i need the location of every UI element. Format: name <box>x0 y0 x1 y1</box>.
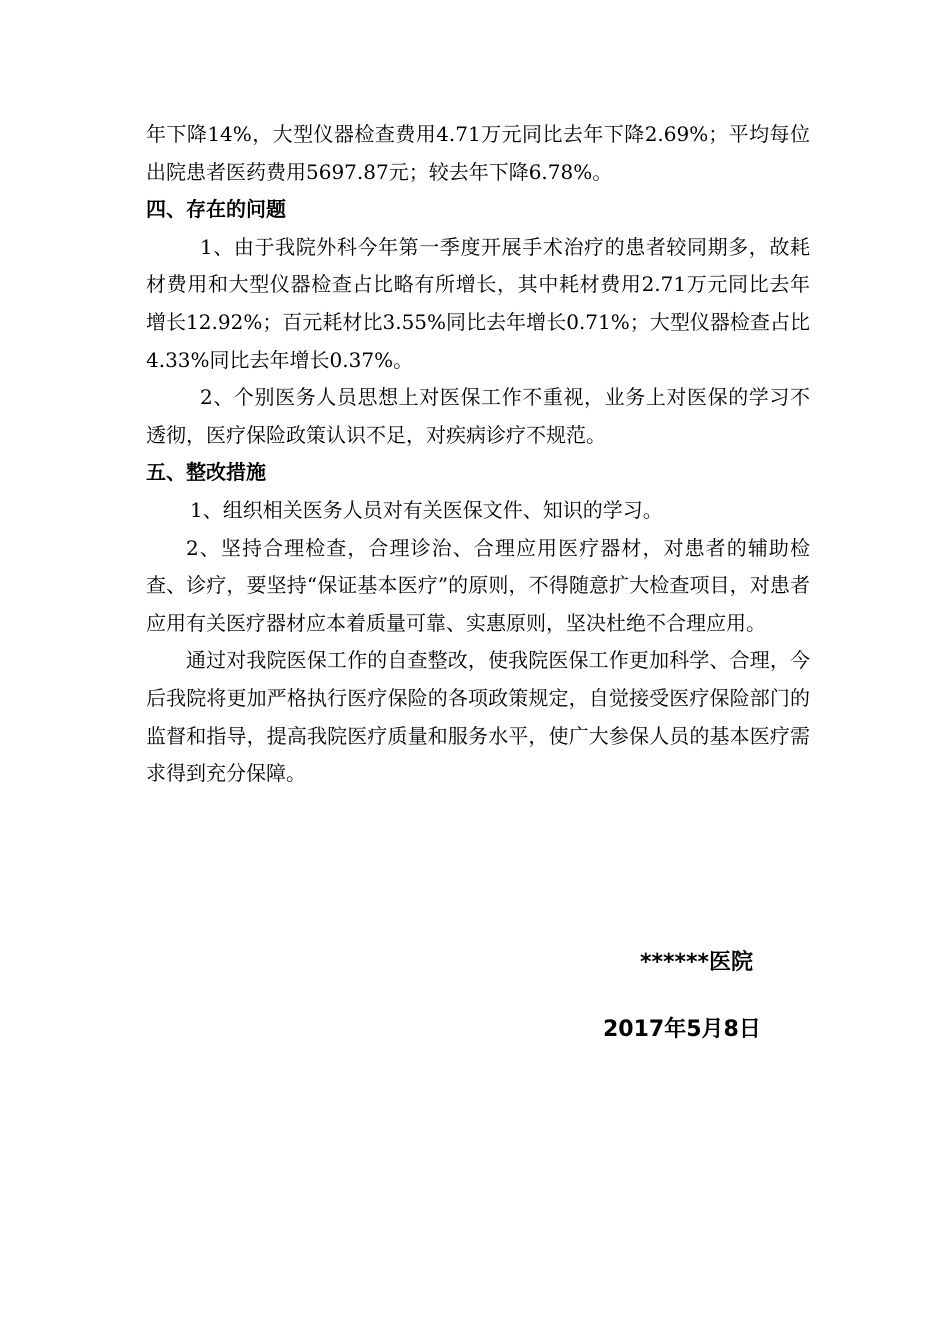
conclusion-paragraph: 通过对我院医保工作的自查整改，使我院医保工作更加科学、合理，今后我院将更加严格执行医疗保险的各项政策规定，自觉接受医疗保险部门的监督和指导，提高我院医疗质量和服务水平，使广大参保人员的基本医疗需求得到充分保障。 <box>146 648 810 786</box>
section-heading-measures: 五、整改措施 <box>146 460 266 485</box>
paragraph-continuation: 年下降14%，大型仪器检查费用4.71万元同比去年下降2.69%；平均每位出院患者医药费用5697.87元；较去年下降6.78%。 <box>146 122 810 184</box>
signature-date: 2017年5月8日 <box>603 1017 761 1042</box>
problem-item-1: 1、由于我院外科今年第一季度开展手术治疗的患者较同期多，故耗材费用和大型仪器检查占比略有所增长，其中耗材费用2.71万元同比去年增长12.92%；百元耗材比3.55%同比去年增长0.71%；大型仪器检查占比4.33%同比去年增长0.37%。 <box>146 234 810 372</box>
problem-item-2: 2、个别医务人员思想上对医保工作不重视，业务上对医保的学习不透彻，医疗保险政策认识不足，对疾病诊疗不规范。 <box>146 385 810 447</box>
measure-item-2: 2、坚持合理检查，合理诊治、合理应用医疗器材，对患者的辅助检查、诊疗，要坚持“保证基本医疗”的原则，不得随意扩大检查项目，对患者应用有关医疗器材应本着质量可靠、实惠原则，坚决杜绝不合理应用。 <box>146 535 810 635</box>
measure-item-1: 1、组织相关医务人员对有关医保文件、知识的学习。 <box>190 497 663 522</box>
signature-organization: ******医院 <box>640 950 754 975</box>
document-body <box>146 116 810 793</box>
section-heading-problems: 四、存在的问题 <box>146 197 286 222</box>
